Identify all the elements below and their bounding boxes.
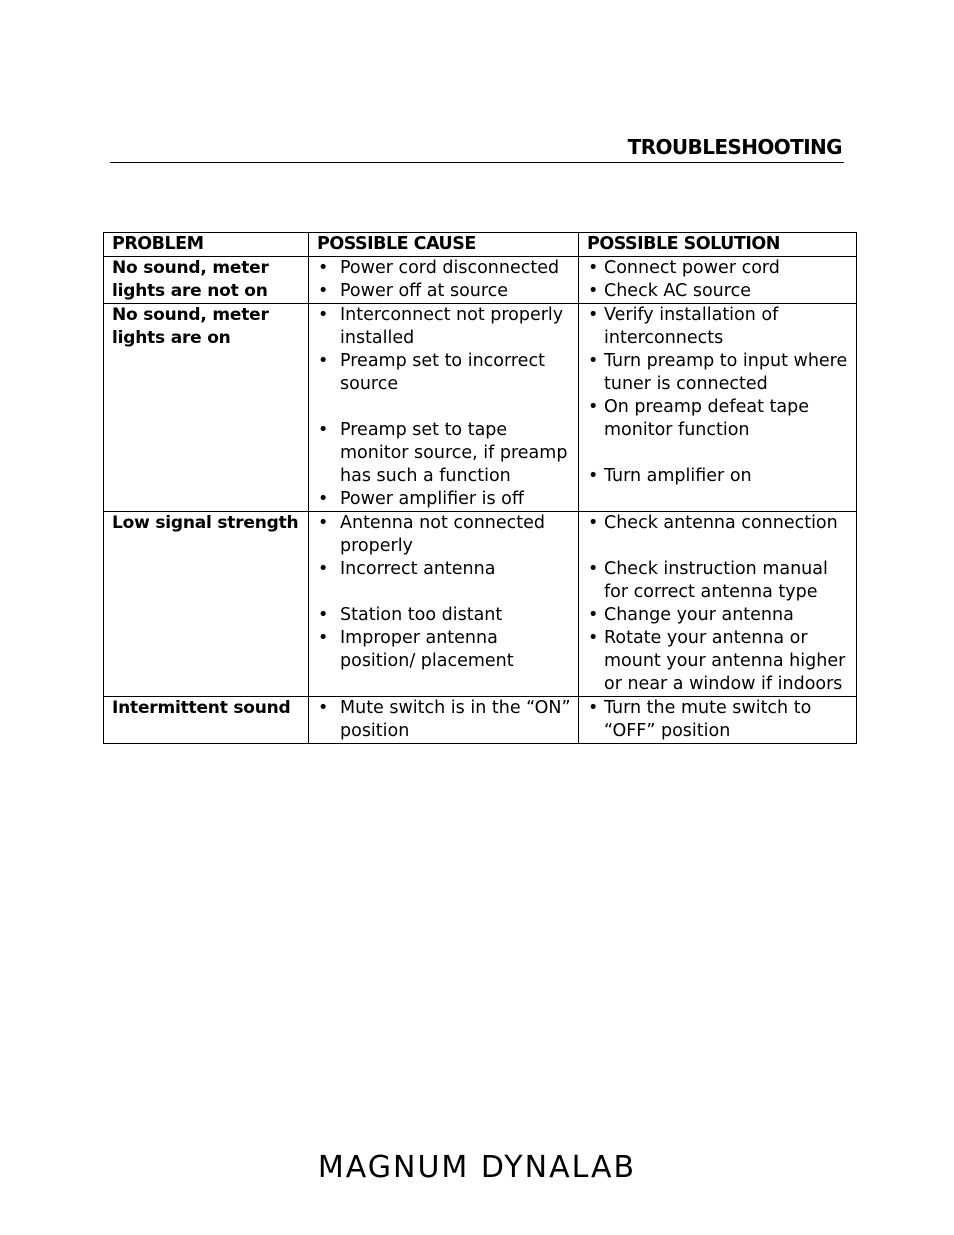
solution-cell — [579, 512, 857, 697]
problem-cell: Intermittent sound — [104, 697, 309, 744]
problem-cell: No sound, meter lights are not on — [104, 257, 309, 304]
cause-item: • Power off at source — [317, 280, 578, 303]
cause-item: • Improper antenna position/ placement — [317, 627, 578, 673]
solution-item: • Turn the mute switch to “OFF” position — [587, 697, 856, 743]
cause-item: • Power amplifier is off — [317, 488, 578, 511]
cause-item: • Incorrect antenna — [317, 558, 578, 581]
table-row — [104, 304, 857, 512]
problem-cell: No sound, meter lights are on — [104, 304, 309, 512]
column-header-problem: PROBLEM — [104, 233, 309, 257]
troubleshooting-table — [103, 232, 857, 744]
solution-item: • Turn preamp to input where tuner is connected — [587, 350, 856, 396]
solution-item: • Rotate your antenna or mount your antenna higher or near a window if indoors — [587, 627, 856, 696]
solution-item: • Turn amplifier on — [587, 465, 856, 488]
table-row — [104, 257, 857, 304]
cause-item: • Antenna not connected properly — [317, 512, 578, 558]
solution-item: • On preamp defeat tape monitor function — [587, 396, 856, 442]
column-header-solution: POSSIBLE SOLUTION — [579, 233, 857, 257]
cause-item: • Preamp set to tape monitor source, if preamp has such a function — [317, 419, 578, 488]
solution-item: • Check antenna connection — [587, 512, 856, 535]
cause-item: • Preamp set to incorrect source — [317, 350, 578, 396]
cause-item: • Power cord disconnected — [317, 257, 578, 280]
solution-item: • Check instruction manual for correct antenna type — [587, 558, 856, 604]
solution-item: • Connect power cord — [587, 257, 856, 280]
cause-cell — [309, 512, 579, 697]
brand-logo-text: MAGNUM DYNALAB — [317, 1150, 637, 1185]
cause-cell — [309, 697, 579, 744]
solution-item: • Check AC source — [587, 280, 856, 303]
solution-cell — [579, 257, 857, 304]
cause-item: • Interconnect not properly installed — [317, 304, 578, 350]
cause-item: • Mute switch is in the “ON” position — [317, 697, 578, 743]
problem-cell: Low signal strength — [104, 512, 309, 697]
table-row — [104, 697, 857, 744]
page-title: TROUBLESHOOTING — [627, 135, 842, 159]
table-header-row — [104, 233, 857, 257]
cause-item: • Station too distant — [317, 604, 578, 627]
solution-cell — [579, 304, 857, 512]
table-row — [104, 512, 857, 697]
cause-cell — [309, 257, 579, 304]
solution-item: • Change your antenna — [587, 604, 856, 627]
solution-item: • Verify installation of interconnects — [587, 304, 856, 350]
column-header-cause: POSSIBLE CAUSE — [309, 233, 579, 257]
header-divider — [110, 162, 844, 163]
solution-cell — [579, 697, 857, 744]
cause-cell — [309, 304, 579, 512]
